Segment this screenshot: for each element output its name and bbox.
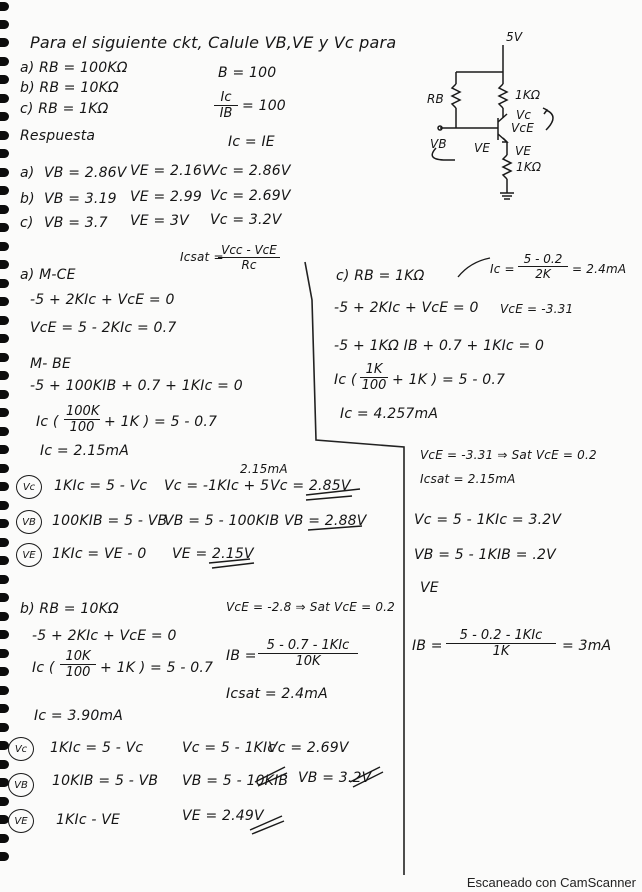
case-a: a) RB = 100KΩ <box>20 60 128 76</box>
respuesta-heading: Respuesta <box>20 128 96 144</box>
vb-result: VB = 2.88V <box>284 513 367 529</box>
vb-tag: VB <box>16 510 42 534</box>
ve-tag: VE <box>16 543 42 567</box>
beta-value: B = 100 <box>218 65 277 81</box>
rb-label: RB <box>427 92 444 106</box>
ic-ib-ratio: $\frac{Ic}{IB}$ <box>214 90 238 121</box>
circuit-diagram <box>432 45 553 199</box>
ve-node-label: VE <box>474 141 491 155</box>
vc-label: Vc <box>516 108 532 122</box>
vce-label: VcE <box>511 121 534 135</box>
vc-result: Vc = 2.85V <box>270 478 351 494</box>
camscanner-watermark: Escaneado con CamScanner <box>466 875 636 890</box>
rc-label: 1KΩ <box>515 88 541 102</box>
ic-note: 2.15mA <box>240 462 288 476</box>
case-c: c) RB = 1KΩ <box>20 101 109 117</box>
part-a-title: a) M-CE <box>20 267 76 283</box>
problem-title: Para el siguiente ckt, Calule VB,VE y Vc para <box>30 33 397 52</box>
vb-result: VB = 3.2V <box>298 770 372 786</box>
case-b: b) RB = 10KΩ <box>20 80 119 96</box>
part-b-sat: VcE = -2.8 ⇒ Sat VcE = 0.2 <box>226 600 396 614</box>
vb-label: VB <box>430 137 447 151</box>
ve-tag: VE <box>8 809 34 833</box>
vc-tag: Vc <box>8 737 34 761</box>
vc-result: Vc = 2.69V <box>268 740 349 756</box>
vcc-label: 5V <box>506 30 523 44</box>
ve-result: VE = 2.15V <box>172 546 254 562</box>
part-c-title: c) RB = 1KΩ <box>336 268 425 284</box>
ve-label: VE <box>515 144 532 158</box>
ic-equals-ie: Ic = IE <box>228 134 275 150</box>
part-b-title: b) RB = 10KΩ <box>20 601 119 617</box>
ve-result: VE = 2.49V <box>182 808 264 824</box>
vc-tag: Vc <box>16 475 42 499</box>
vb-tag: VB <box>8 773 34 797</box>
re-label: 1KΩ <box>516 160 542 174</box>
ratio-value: = 100 <box>242 98 286 114</box>
